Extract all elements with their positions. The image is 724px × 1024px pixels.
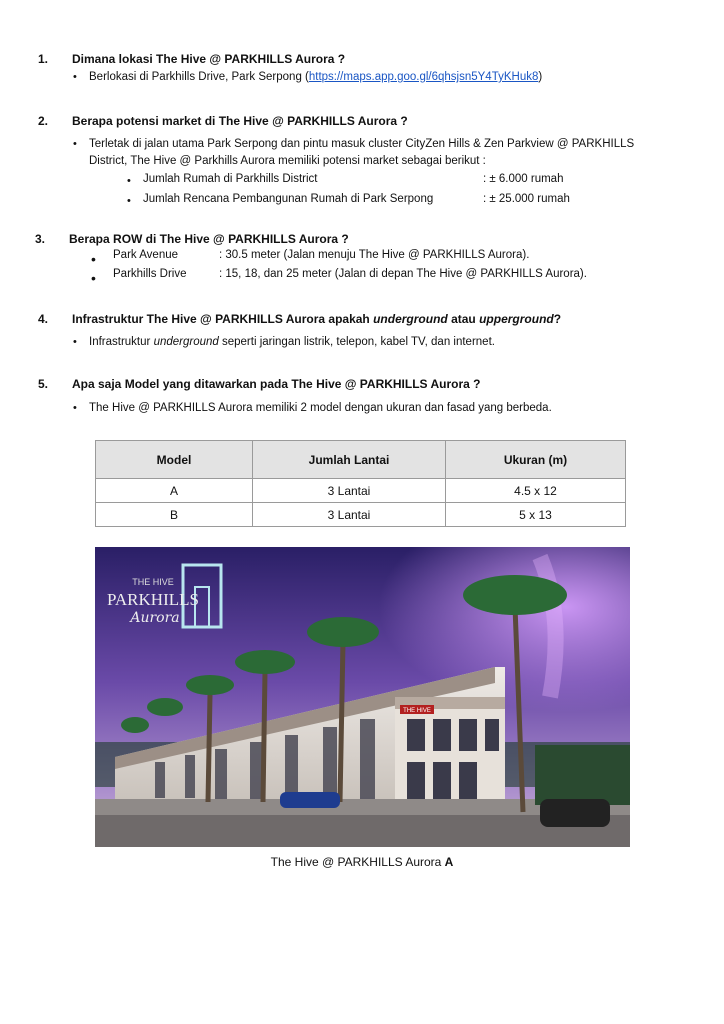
table-header-cell: Model xyxy=(96,441,253,479)
bullet: • xyxy=(73,138,77,150)
table-cell: B xyxy=(96,503,253,527)
image-caption: The Hive @ PARKHILLS Aurora A xyxy=(270,855,454,869)
table-header-row xyxy=(96,441,626,479)
question-number: 3. xyxy=(35,232,46,246)
market-item-label: Jumlah Rencana Pembangunan Rumah di Park Serpong xyxy=(143,193,434,205)
table-cell: 4.5 x 12 xyxy=(446,479,626,503)
market-item-value: : ± 6.000 rumah xyxy=(483,173,564,185)
table-row xyxy=(96,479,626,503)
bullet: • xyxy=(91,270,96,286)
table-header-cell: Ukuran (m) xyxy=(446,441,626,479)
logo-brand-small: THE HIVE xyxy=(132,577,174,587)
table-cell: 3 Lantai xyxy=(253,479,446,503)
question-title: Apa saja Model yang ditawarkan pada The Hive @ PARKHILLS Aurora ? xyxy=(72,377,481,391)
bullet: • xyxy=(127,175,131,187)
models-table xyxy=(95,440,626,527)
logo-brand-script: Aurora xyxy=(130,610,180,626)
market-item-value: : ± 25.000 rumah xyxy=(483,193,570,205)
building-sign: THE HIVE xyxy=(403,708,431,714)
question-number: 4. xyxy=(38,312,49,326)
market-description: Terletak di jalan utama Park Serpong dan pintu masuk cluster CityZen Hills & Zen Parkview @ PARKHILLS District, The Hive @ Parkhills Aurora memiliki potensi market sebagai berikut : xyxy=(89,138,635,167)
bullet: • xyxy=(73,402,77,414)
row-item-label: Parkhills Drive xyxy=(113,268,187,280)
market-item-label: Jumlah Rumah di Parkhills District xyxy=(143,173,318,185)
table-cell: 5 x 13 xyxy=(446,503,626,527)
question-number: 2. xyxy=(38,114,49,128)
table-header-cell: Jumlah Lantai xyxy=(253,441,446,479)
bullet: • xyxy=(73,71,77,83)
infrastructure-text: Infrastruktur underground seperti jaringan listrik, telepon, kabel TV, dan internet. xyxy=(89,336,495,348)
question-title: Berapa potensi market di The Hive @ PARKHILLS Aurora ? xyxy=(72,114,408,128)
table-row xyxy=(96,503,626,527)
maps-link[interactable]: https://maps.app.goo.gl/6qhsjsn5Y4TyKHuk8 xyxy=(308,71,539,83)
models-text: The Hive @ PARKHILLS Aurora memiliki 2 model dengan ukuran dan fasad yang berbeda. xyxy=(89,402,552,414)
question-number: 5. xyxy=(38,377,49,391)
bullet: • xyxy=(91,251,96,267)
bullet: • xyxy=(127,195,131,207)
question-title: Berapa ROW di The Hive @ PARKHILLS Aurora ? xyxy=(69,232,349,246)
location-text: Berlokasi di Parkhills Drive, Park Serpong (https://maps.app.goo.gl/6qhsjsn5Y4TyKHuk8) xyxy=(89,71,543,83)
bullet: • xyxy=(73,336,77,348)
row-item-value: : 30.5 meter (Jalan menuju The Hive @ PARKHILLS Aurora). xyxy=(219,249,530,261)
question-title: Dimana lokasi The Hive @ PARKHILLS Aurora ? xyxy=(72,52,346,66)
question-title: Infrastruktur The Hive @ PARKHILLS Aurora apakah underground atau upperground? xyxy=(72,312,562,326)
question-number: 1. xyxy=(38,52,49,66)
logo-brand-big: PARKHILLS xyxy=(107,590,199,609)
row-item-value: : 15, 18, dan 25 meter (Jalan di depan The Hive @ PARKHILLS Aurora). xyxy=(219,268,587,280)
building-rendering xyxy=(95,547,630,847)
table-cell: 3 Lantai xyxy=(253,503,446,527)
row-item-label: Park Avenue xyxy=(113,249,179,261)
table-cell: A xyxy=(96,479,253,503)
